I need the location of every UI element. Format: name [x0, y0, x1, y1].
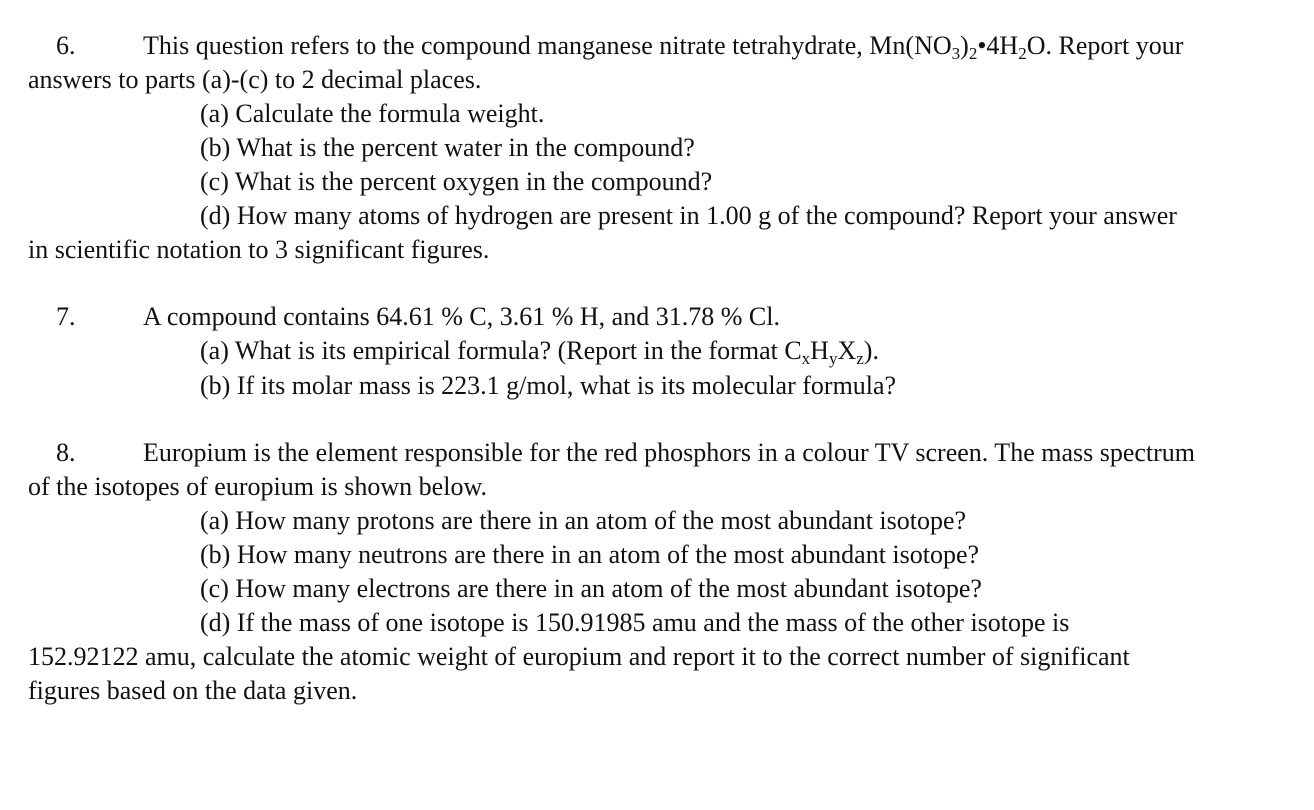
q7-part-a: (a) What is its empirical formula? (Report in the format $C_xH_yX_z$). [200, 336, 879, 368]
q7-stem: A compound contains 64.61 % C, 3.61 % H, and 31.78 % Cl. [143, 302, 780, 331]
q8-part-d: (d) If the mass of one isotope is 150.91985 amu and the mass of the other isotope is [200, 608, 1070, 637]
q7-part-b: (b) If its molar mass is 223.1 g/mol, what is its molecular formula? [200, 371, 897, 400]
q8-stem-cont: of the isotopes of europium is shown below. [28, 472, 488, 501]
q7-number: 7. [56, 302, 76, 331]
q8-stem: Europium is the element responsible for the red phosphors in a colour TV screen. The mass spectrum [143, 438, 1196, 467]
q6-part-b: (b) What is the percent water in the compound? [200, 133, 695, 162]
q6-number: 6. [56, 31, 76, 60]
q8-part-d-cont: 152.92122 amu, calculate the atomic weight of europium and report it to the correct number of significant [28, 642, 1130, 671]
q8-part-c: (c) How many electrons are there in an atom of the most abundant isotope? [200, 574, 982, 603]
q8-number: 8. [56, 438, 76, 467]
q8-part-d-cont2: figures based on the data given. [28, 676, 358, 705]
q6-stem-cont: answers to parts (a)-(c) to 2 decimal places. [28, 65, 482, 94]
q8-part-b: (b) How many neutrons are there in an atom of the most abundant isotope? [200, 540, 980, 569]
q8-part-a: (a) How many protons are there in an atom of the most abundant isotope? [200, 506, 967, 535]
q6-part-c: (c) What is the percent oxygen in the compound? [200, 167, 713, 196]
q6-part-d: (d) How many atoms of hydrogen are present in 1.00 g of the compound? Report your answer [200, 201, 1177, 230]
q6-part-d-cont: in scientific notation to 3 significant figures. [28, 235, 490, 264]
q6-part-a: (a) Calculate the formula weight. [200, 99, 545, 128]
q6-stem: This question refers to the compound manganese nitrate tetrahydrate, $Mn(NO_3)_2•4H_2O$. Report your [143, 31, 1184, 63]
